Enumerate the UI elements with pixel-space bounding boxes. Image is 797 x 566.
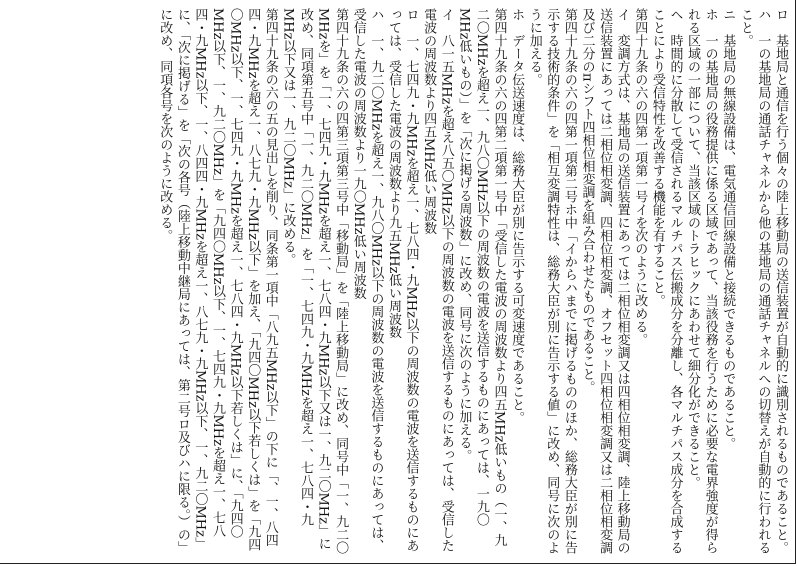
vertical-text-body [9,8,789,556]
text-line: ロ 基地局と通信を行う個々の陸上移動局の送信装置が自動的に識別されるものであること。 [773,8,788,554]
text-line: ニ 基地局の無線設備は、電気通信回線設備と接続できるものであること。 [720,8,736,450]
text-line: イ 変調方式は、基地局の送信装置にあっては二相位相変調又は四相位相変調、陸上移動局の送信装置にあっては二相位相変調、四相位相変調、オフセット四相位相変調又は二相位相変調及び二分のπシフト四相位相変調を組み合わせたものであること。 [579,8,630,554]
text-line: 第四十九条の六の四第三項第三号中「移動局」を「陸上移動局」に改め、同号中「一、九二〇MHzを」を「一、七四九・九MHzを超え一、七八四・九MHz以下又は一、九二〇MHz」に改め、同項第五号中「一、九二〇MHz」を「一、七四九・九MHzを超え一、七八四・九MHz以下又は一、九二〇MHz」に改める。 [280,8,349,554]
text-line: ハ 一、九二〇MHzを超え一、九八〇MHz以下の周波数の電波を送信するものにあっては、受信した電波の周波数より一九〇MHz低い周波数 [350,8,384,552]
text-line: 第四十九条の六の四第一項第一号イを次のように改める。 [632,8,648,346]
text-line: ホ 一の基地局の役務提供に係る区域であって、当該役務を行うために必要な電界強度が得られる区域の一部について、当該区域のトラヒックにあわせて細分化ができること。 [685,8,718,554]
text-line: ハ 一の基地局の通話チャネルから他の基地局の通話チャネルへの切替えが自動的に行われること。 [737,8,771,554]
text-line: ロ 一、七四九・九MHzを超え一、七八四・九MHz以下の周波数の電波を送信するものにあっては、受信した電波の周波数より九五MHz低い周波数 [385,8,419,552]
text-line: 第四十九条の六の五の見出しを削り、同条第一項中「八九五MHz以下」の下に「、一、八四四・九MHzを超え一、八七九・九MHz以下」を加え、「九四〇MHz以下若しくは」を「九四〇MHz以下、一、七四九・九MHzを超え一、七八四・九MHz以下若しくは」に、「九四〇MHz以下、一、九二〇MHz」を「九四〇MHz以下、一、七四九・九MHzを超え一、七八四・九MHz以下、一、八四四・九MHzを超え一、八七九・九MHz以下、一、九二〇MHz」に、「次に掲げる」を「次の各号（陸上移動中継局にあっては、第二号ロ及びハに限る。）の」に改め、同項各号を次のように改める。 [157,8,278,554]
text-line: ホ データ伝送速度は、総務大臣が別に告示する可変速度であること。 [509,8,525,424]
text-line: イ 八一五MHzを超え八五〇MHz以下の周波数の電波を送信するものにあっては、受信した電波の周波数より四五MHz低い周波数 [421,8,454,552]
text-line: 第四十九条の六の四第一項第二号ホ中「イからハまでに掲げるもののほか、総務大臣が別に告示する技術的条件」を「相互変調特性は、総務大臣が別に告示する値」に改め、同号に次のように加える。 [526,8,577,554]
text-line: 第四十九条の六の四第二項第一号中「受信した電波の周波数より四五MHz低いもの（一、九二〇MHzを超え一、九八〇MHz以下の周波数の電波を送信するものにあっては、一九〇MHz低いもの）」を「次に掲げる周波数」に改め、同号に次のように加える。 [456,8,507,547]
text-line: ヘ 時間的に分散して受信されるマルチパス伝搬成分を分離し、各マルチパス成分を合成することにより受信特性を改善する機能を有すること。 [649,8,683,554]
